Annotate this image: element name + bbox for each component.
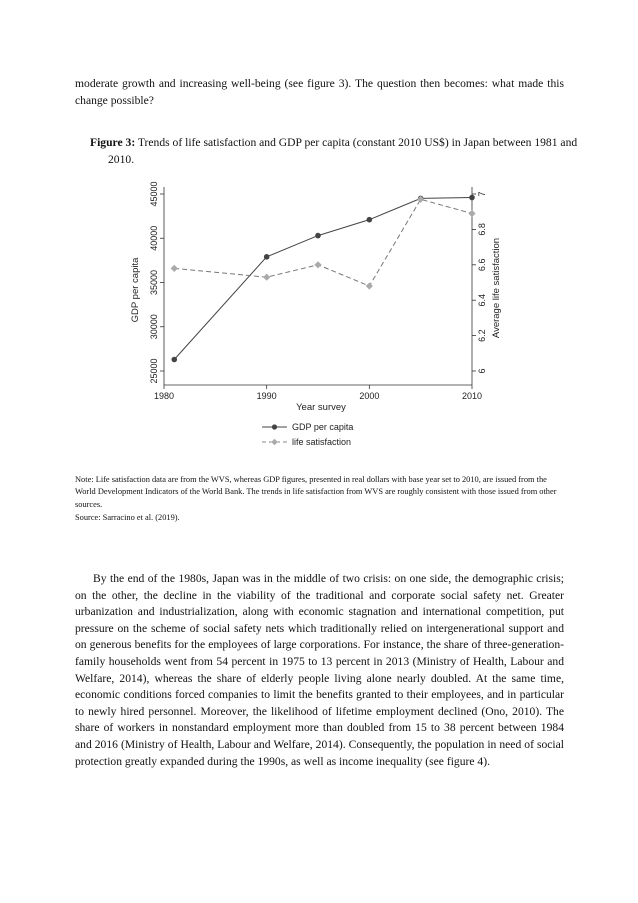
gdp-point bbox=[264, 254, 270, 260]
y-left-tick-label: 25000 bbox=[149, 358, 159, 384]
y-left-tick-label: 40000 bbox=[149, 225, 159, 251]
y-right-tick-label: 6.8 bbox=[477, 223, 487, 236]
intro-paragraph: moderate growth and increasing well-being (see figure 3). The question then becomes: what made this change possible? bbox=[75, 77, 564, 107]
x-axis-label: Year survey bbox=[296, 402, 346, 413]
y-right-tick-label: 6.6 bbox=[477, 258, 487, 272]
legend-label-gdp: GDP per capita bbox=[292, 422, 354, 432]
legend bbox=[262, 422, 353, 447]
figure-source: Source: Sarracino et al. (2019). bbox=[75, 513, 180, 522]
chart bbox=[115, 180, 525, 450]
y-right-tick-label: 6.4 bbox=[477, 293, 487, 307]
x-tick-label: 1990 bbox=[256, 391, 277, 401]
figure-label: Figure 3: bbox=[90, 136, 136, 149]
x-tick-label: 2000 bbox=[359, 391, 380, 401]
legend-label-life-satisfaction: life satisfaction bbox=[292, 437, 352, 447]
y-axis-left-label: GDP per capita bbox=[130, 257, 141, 323]
figure-caption-text: Trends of life satisfaction and GDP per capita (constant 2010 US$) in Japan between 1981 and 2010. bbox=[108, 136, 578, 166]
legend-marker-gdp bbox=[272, 424, 277, 429]
legend-marker-life-satisfaction bbox=[271, 439, 277, 445]
plot-area bbox=[164, 187, 472, 385]
y-left-tick-label: 45000 bbox=[149, 181, 159, 207]
x-tick-label: 1980 bbox=[153, 391, 175, 401]
figure-note: Note: Life satisfaction data are from the WVS, whereas GDP figures, presented in real dollars with base year set to 2010, are issued from the World Development Indicators of the World Bank. The trends in life satisfaction from WVS are roughly consistent with those issued from other sources. bbox=[75, 475, 557, 509]
gdp-point bbox=[469, 195, 475, 201]
y-left-tick-label: 30000 bbox=[149, 314, 159, 340]
y-right-tick-label: 7 bbox=[477, 191, 487, 197]
y-left-tick-label: 35000 bbox=[149, 269, 159, 296]
x-tick-label: 2010 bbox=[461, 391, 483, 401]
y-right-tick-label: 6.2 bbox=[477, 329, 487, 342]
body-paragraph: By the end of the 1980s, Japan was in the middle of two crisis: on one side, the demographic crisis; on the other, the decline in the viability of the traditional and corporate social safety net. Greater urbanization and industrialization, along with economic stagnation and international competition, put pressure on the scheme of social safety nets which traditionally relied on intergenerational support and on generous benefits for the employees of large corporations. For instance, the share of three-generation-family households went from 54 percent in 1975 to 13 percent in 2013 (Ministry of Health, Labour and Welfare, 2014), whereas the share of elderly people living alone nearly doubled. At the same time, economic conditions forced companies to limit the benefits granted to their employees, and in particular to newly hired personnel. Moreover, the likelihood of lifetime employment declined (Ono, 2010). The share of workers in nonstandard employment more than doubled from 15 to 38 percent between 1984 and 2016 (Ministry of Health, Labour and Welfare, 2014). Consequently, the population in need of social protection greatly expanded during the 1990s, as well as income inequality (see figure 4). bbox=[75, 572, 564, 768]
gdp-point bbox=[367, 217, 373, 223]
y-right-tick-label: 6 bbox=[477, 368, 487, 374]
gdp-point bbox=[171, 357, 177, 363]
y-axis-right-label: Average life satisfaction bbox=[491, 237, 502, 339]
figure-caption bbox=[90, 135, 578, 169]
gdp-point bbox=[315, 233, 321, 239]
